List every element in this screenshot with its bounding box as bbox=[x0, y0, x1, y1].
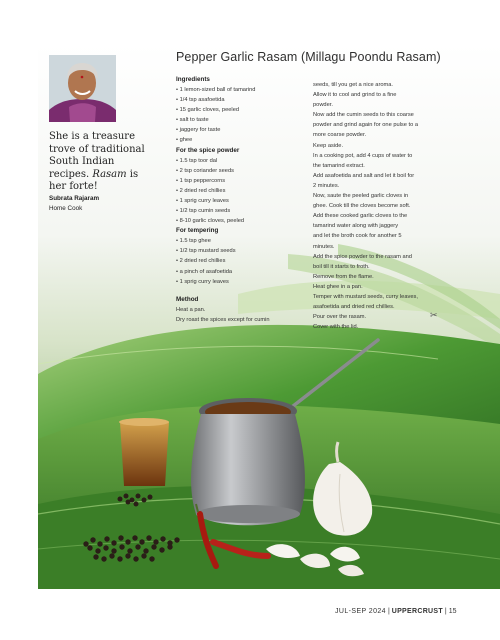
method-step: Now, saute the peeled garlic cloves in bbox=[313, 193, 409, 200]
tempering-list bbox=[176, 236, 301, 286]
method-step: and let the broth cook for another 5 bbox=[313, 233, 402, 240]
quote-emphasis: Rasam bbox=[92, 168, 127, 180]
portrait-image bbox=[49, 55, 116, 122]
method-step: boil till it starts to froth. bbox=[313, 263, 370, 270]
list-item: • 1.5 tsp ghee bbox=[176, 236, 301, 246]
scissors-icon: ✂ bbox=[430, 310, 438, 320]
method-step: more coarse powder. bbox=[313, 132, 367, 139]
quote-text: recipes. bbox=[49, 168, 93, 180]
method-step: the tamarind extract. bbox=[313, 162, 365, 169]
method-step: Add asafoetida and salt and let it boil for bbox=[313, 172, 415, 179]
recipe-column-1 bbox=[176, 75, 301, 325]
list-item: • 1 sprig curry leaves bbox=[176, 196, 301, 206]
list-item: • 8-10 garlic cloves, peeled bbox=[176, 216, 301, 226]
list-item: • salt to taste bbox=[176, 115, 301, 125]
method-step: 2 minutes. bbox=[313, 182, 340, 189]
list-item: • jaggery for taste bbox=[176, 125, 301, 135]
quote-line bbox=[49, 169, 161, 182]
author-name: Subrata Rajaram bbox=[49, 195, 100, 202]
spice-powder-list bbox=[176, 156, 301, 227]
quote-text: is bbox=[126, 168, 139, 180]
method-step: Heat a pan. bbox=[176, 306, 206, 313]
spice-powder-heading: For the spice powder bbox=[176, 146, 240, 154]
quote-line: She is a treasure bbox=[49, 131, 135, 142]
list-item: • 1/2 tsp cumin seeds bbox=[176, 206, 301, 216]
method-step: asafoetida and dried red chillies. bbox=[313, 304, 395, 311]
list-item: • 1 tsp peppercorns bbox=[176, 176, 301, 186]
author-photo bbox=[49, 55, 116, 122]
list-item: • a pinch of asafoetida bbox=[176, 267, 301, 277]
issue-date: JUL-SEP 2024 bbox=[335, 608, 386, 615]
page-footer bbox=[335, 608, 456, 615]
method-step: Cover with the lid. bbox=[313, 324, 359, 331]
method-step: Keep aside. bbox=[313, 142, 344, 149]
method-heading: Method bbox=[176, 295, 199, 303]
list-item: • 1/2 tsp mustard seeds bbox=[176, 246, 301, 256]
method-step: Pour over the rasam. bbox=[313, 314, 367, 321]
ingredients-heading: Ingredients bbox=[176, 76, 210, 83]
method-step: Temper with mustard seeds, curry leaves, bbox=[313, 293, 418, 300]
method-step: Add the spice powder to the rasam and bbox=[313, 253, 412, 260]
list-item: • 2 dried red chillies bbox=[176, 256, 301, 266]
tempering-heading: For tempering bbox=[176, 227, 219, 235]
method-step: Allow it to cool and grind to a fine bbox=[313, 92, 397, 99]
footer-separator: | bbox=[444, 608, 447, 615]
magazine-brand: UPPERCRUST bbox=[391, 608, 443, 615]
footer-separator: | bbox=[387, 608, 390, 615]
method-step: Add these cooked garlic cloves to the bbox=[313, 213, 408, 220]
recipe-title: Pepper Garlic Rasam (Millagu Poondu Rasam) bbox=[176, 50, 441, 64]
ingredients-list bbox=[176, 85, 301, 146]
list-item: • 1/4 tsp asafoetida bbox=[176, 95, 301, 105]
method-step: ghee. Cook till the cloves become soft. bbox=[313, 203, 411, 210]
list-item: • 1 sprig curry leaves bbox=[176, 277, 301, 287]
list-item: • 1.5 tsp toor dal bbox=[176, 156, 301, 166]
author-role: Home Cook bbox=[49, 205, 83, 212]
page-number: 15 bbox=[448, 608, 457, 615]
quote-line: South Indian bbox=[49, 156, 115, 168]
method-step: Now add the cumin seeds to this coarse bbox=[313, 112, 414, 119]
author-quote bbox=[49, 131, 161, 194]
method-step: powder. bbox=[313, 102, 333, 109]
quote-line: trove of traditional bbox=[49, 143, 145, 155]
quote-line: her forte! bbox=[49, 181, 98, 193]
method-step: seeds, till you get a nice aroma. bbox=[313, 82, 393, 88]
list-item: • 2 dried red chillies bbox=[176, 186, 301, 196]
list-item: • 1 lemon-sized ball of tamarind bbox=[176, 85, 301, 95]
method-step: tamarind water along with jaggery bbox=[313, 223, 399, 230]
method-step: powder and grind again for one pulse to a bbox=[313, 122, 418, 129]
method-step: Remove from the flame. bbox=[313, 273, 374, 280]
recipe-column-2 bbox=[313, 80, 448, 332]
method-step: Heat ghee in a pan. bbox=[313, 283, 363, 290]
method-step: minutes. bbox=[313, 243, 335, 250]
list-item: • 15 garlic cloves, peeled bbox=[176, 105, 301, 115]
method-step: Dry roast the spices except for cumin bbox=[176, 316, 270, 323]
list-item: • ghee bbox=[176, 135, 301, 145]
list-item: • 2 tsp coriander seeds bbox=[176, 166, 301, 176]
method-step: In a cooking pot, add 4 cups of water to bbox=[313, 152, 413, 159]
